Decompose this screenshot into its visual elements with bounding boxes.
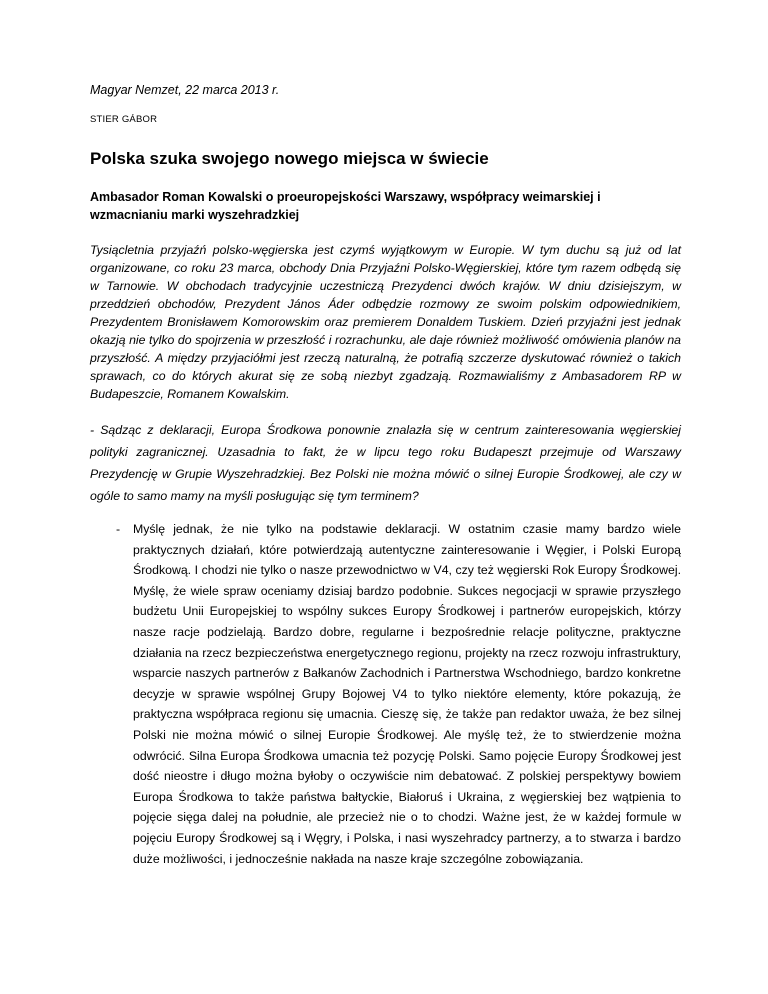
article-lead: Tysiącletnia przyjaźń polsko-węgierska jest czymś wyjątkowym w Europie. W tym duchu są już od lat organizowane, co roku 23 marca, obchody Dnia Przyjaźni Polsko-Węgierskiej, które tym razem odbędą się w Tarnowie. W obchodach tradycyjnie uczestniczą Prezydenci dwóch krajów. W dniu dzisiejszym, w przeddzień obchodów, Prezydent János Áder odbędzie rozmowy ze swoim polskim odpowiednikiem, Prezydentem Bronisławem Komorowskim oraz premierem Donaldem Tuskiem. Dzień przyjaźni jest jednak okazją nie tylko do spojrzenia w przeszłość i rozrachunku, ale daje również możliwość omówienia planów na przyszłość. A między przyjaciółmi jest rzeczą naturalną, że potrafią szczerze dyskutować również o takich sprawach, co do których akurat się ze sobą niezbyt zgadzają. Rozmawialiśmy z Ambasadorem RP w Budapeszcie, Romanem Kowalskim. bbox=[90, 243, 681, 401]
article-title: Polska szuka swojego nowego miejsca w świecie bbox=[90, 149, 489, 168]
article-author: STIER GÁBOR bbox=[90, 114, 158, 125]
answer-dash: - bbox=[116, 522, 121, 536]
interview-answer bbox=[90, 519, 681, 869]
interview-question: - Sądząc z deklaracji, Europa Środkowa ponownie znalazła się w centrum zainteresowania węgierskiej polityki zagranicznej. Uzasadnia to fakt, że w lipcu tego roku Budapeszt przejmuje od Warszawy Prezydencję w Grupie Wyszehradzkiej. Bez Polski nie można mówić o silnej Europie Środkowej, ale czy w ogóle to samo mamy na myśli posługując się tym terminem? bbox=[90, 423, 681, 503]
publication-source: Magyar Nemzet, 22 marca 2013 r. bbox=[90, 83, 280, 97]
article-subtitle: Ambasador Roman Kowalski o proeuropejskości Warszawy, współpracy weimarskiej i wzmacnianiu marki wyszehradzkiej bbox=[90, 190, 601, 222]
answer-text: Myślę jednak, że nie tylko na podstawie deklaracji. W ostatnim czasie mamy bardzo wiele praktycznych działań, które potwierdzają autentyczne zainteresowanie i Węgier, i Polski Europą Środkową. I chodzi nie tylko o nasze przewodnictwo w V4, czy też węgierski Rok Europy Środkowej. Myślę, że wiele spraw oceniamy dzisiaj bardzo podobnie. Sukces negocjacji w sprawie przyszłego budżetu Unii Europejskiej to wspólny sukces Europy Środkowej i partnerów europejskich, którzy nasze racje podzielają. Bardzo dobre, regularne i bezpośrednie relacje polityczne, praktyczne działania na rzecz bezpieczeństwa energetycznego regionu, projekty na rzecz rozwoju infrastruktury, wsparcie naszych partnerów z Bałkanów Zachodnich i Partnerstwa Wschodniego, bardzo konkretne decyzje w sprawie wspólnej Grupy Bojowej V4 to tylko niektóre elementy, które pokazują, że praktyczna współpraca regionu się umacnia. Cieszę się, że także pan redaktor uważa, że bez silnej Polski nie można mówić o silnej Europie Środkowej. Ale myślę też, że to stwierdzenie można odwrócić. Silna Europa Środkowa umacnia też pozycję Polski. Samo pojęcie Europy Środkowej jest dość nieostre i długo można byłoby o oczywiście nim debatować. Z polskiej perspektywy bowiem Europa Środkowa to także państwa bałtyckie, Białoruś i Ukraina, z węgierskiej bez wątpienia to pojęcie sięga dalej na południe, ale przecież nie o to chodzi. Ważne jest, że w każdej formule w pojęciu Europy Środkowej są i Węgry, i Polska, i nasi wyszehradcy partnerzy, a to stwarza i bardzo duże możliwości, i jednocześnie nakłada na nasze kraje szczególne zobowiązania. bbox=[133, 522, 681, 866]
